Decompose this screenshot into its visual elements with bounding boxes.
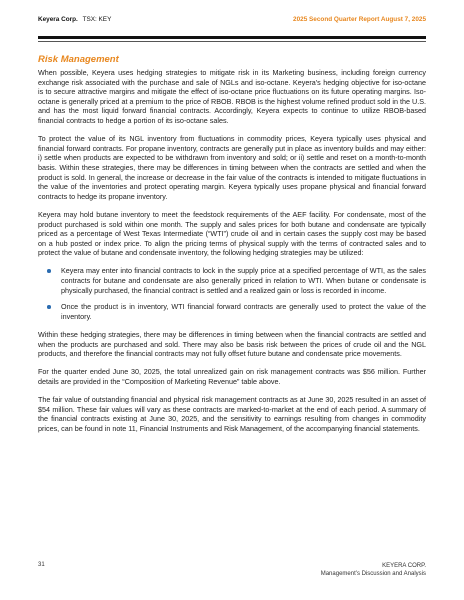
- list-item-text: Keyera may enter into financial contracts to lock in the supply price at a specified percentage of WTI, as the sales contracts for butane and condensate are also generally priced in relation to WTI. When butane or condensate is physically purchased, the financial contract is settled and a realized gain or loss is recorded in income.: [61, 266, 426, 295]
- paragraph-timing-differences: Within these hedging strategies, there may be differences in timing between when the financial contracts are settled and when the products are purchased and sold. There may also be basis risk between the prices of crude oil and the NGL products, and therefore the financial contracts may not fully offset future butane and condensate price movements.: [38, 330, 426, 359]
- paragraph-fair-value: The fair value of outstanding financial and physical risk management contracts as at June 30, 2025 resulted in an asset of $54 million. These fair values will vary as these contracts are marked-to-market at the end of each period. A summary of the financial contracts existing at June 30, 2025, and the sensitivity to earnings resulting from changes in commodity prices, can be found in note 11, Financial Instruments and Risk Management, of the accompanying financial statements.: [38, 395, 426, 433]
- footer-right: [321, 562, 426, 578]
- bullet-icon: [47, 269, 51, 273]
- page-number: 31: [38, 562, 45, 568]
- paragraph-butane-condensate: Keyera may hold butane inventory to meet the feedstock requirements of the AEF facility. For condensate, most of the product purchased is sold within one month. The supply and sales prices for both butane and condensate are typically priced as a percentage of West Texas Intermediate (“WTI”) crude oil and in certain cases the supply cost may be based on a hub posted or index price. To align the pricing terms of physical supply with the terms of contracted sales and to protect the value of butane and condensate inventory, the following hedging strategies may be utilized:: [38, 209, 426, 258]
- company-name: [38, 16, 111, 23]
- report-title: 2025 Second Quarter Report August 7, 2025: [293, 16, 426, 23]
- ticker-symbol: TSX: KEY: [82, 16, 112, 23]
- bullet-icon: [47, 305, 51, 309]
- footer-document: Management’s Discussion and Analysis: [320, 571, 426, 577]
- list-item: [61, 302, 426, 321]
- main-content: [38, 54, 426, 442]
- list-item: [61, 266, 426, 295]
- paragraph-ngl-inventory: To protect the value of its NGL inventory from fluctuations in commodity prices, Keyera typically uses physical and financial forward contracts. For propane inventory, contracts are generally put in place as inventory builds and may either: i) settle when products are expected to be withdrawn from inventory and sold; or ii) settle and reset on a month-to-month basis. Within these strategies, there may be differences in timing between when the contracts are settled and when the product is sold. In general, the increase or decrease in the fair value of the contracts is intended to mitigate fluctuations in the value of the inventories and protect operating margin. Keyera typically uses propane physical and financial forward contracts to hedge its propane inventory.: [38, 134, 426, 201]
- header-rule-thick: [38, 36, 426, 39]
- hedging-strategy-list: [38, 266, 426, 321]
- section-title: Risk Management: [38, 54, 119, 65]
- header-rule-thin: [38, 41, 426, 42]
- company-name-text: Keyera Corp.: [38, 16, 78, 23]
- page-header: [38, 12, 426, 30]
- footer-company: KEYERA CORP.: [382, 563, 426, 569]
- list-item-text: Once the product is in inventory, WTI financial forward contracts are generally used to protect the value of the inventory.: [61, 302, 426, 321]
- paragraph-unrealized-gain: For the quarter ended June 30, 2025, the total unrealized gain on risk management contracts was $56 million. Further details are provided in the “Composition of Marketing Revenue” table above.: [38, 367, 426, 386]
- page-footer: [38, 561, 426, 587]
- paragraph-hedging-overview: When possible, Keyera uses hedging strategies to mitigate risk in its Marketing business, including foreign currency exchange risk associated with the purchase and sale of NGLs and iso-octane. Keyera’s hedging objective for iso-octane is to secure attractive margins and mitigate the effect of iso-octane price fluctuations on its future operating margins. Iso-octane is generally priced at a premium to the price of RBOB. RBOB is the highest volume refined product sold in the U.S. and has the most liquid forward financial contracts. Accordingly, Keyera expects to continue to utilize RBOB-based financial contracts to hedge a portion of its iso-octane sales.: [38, 68, 426, 125]
